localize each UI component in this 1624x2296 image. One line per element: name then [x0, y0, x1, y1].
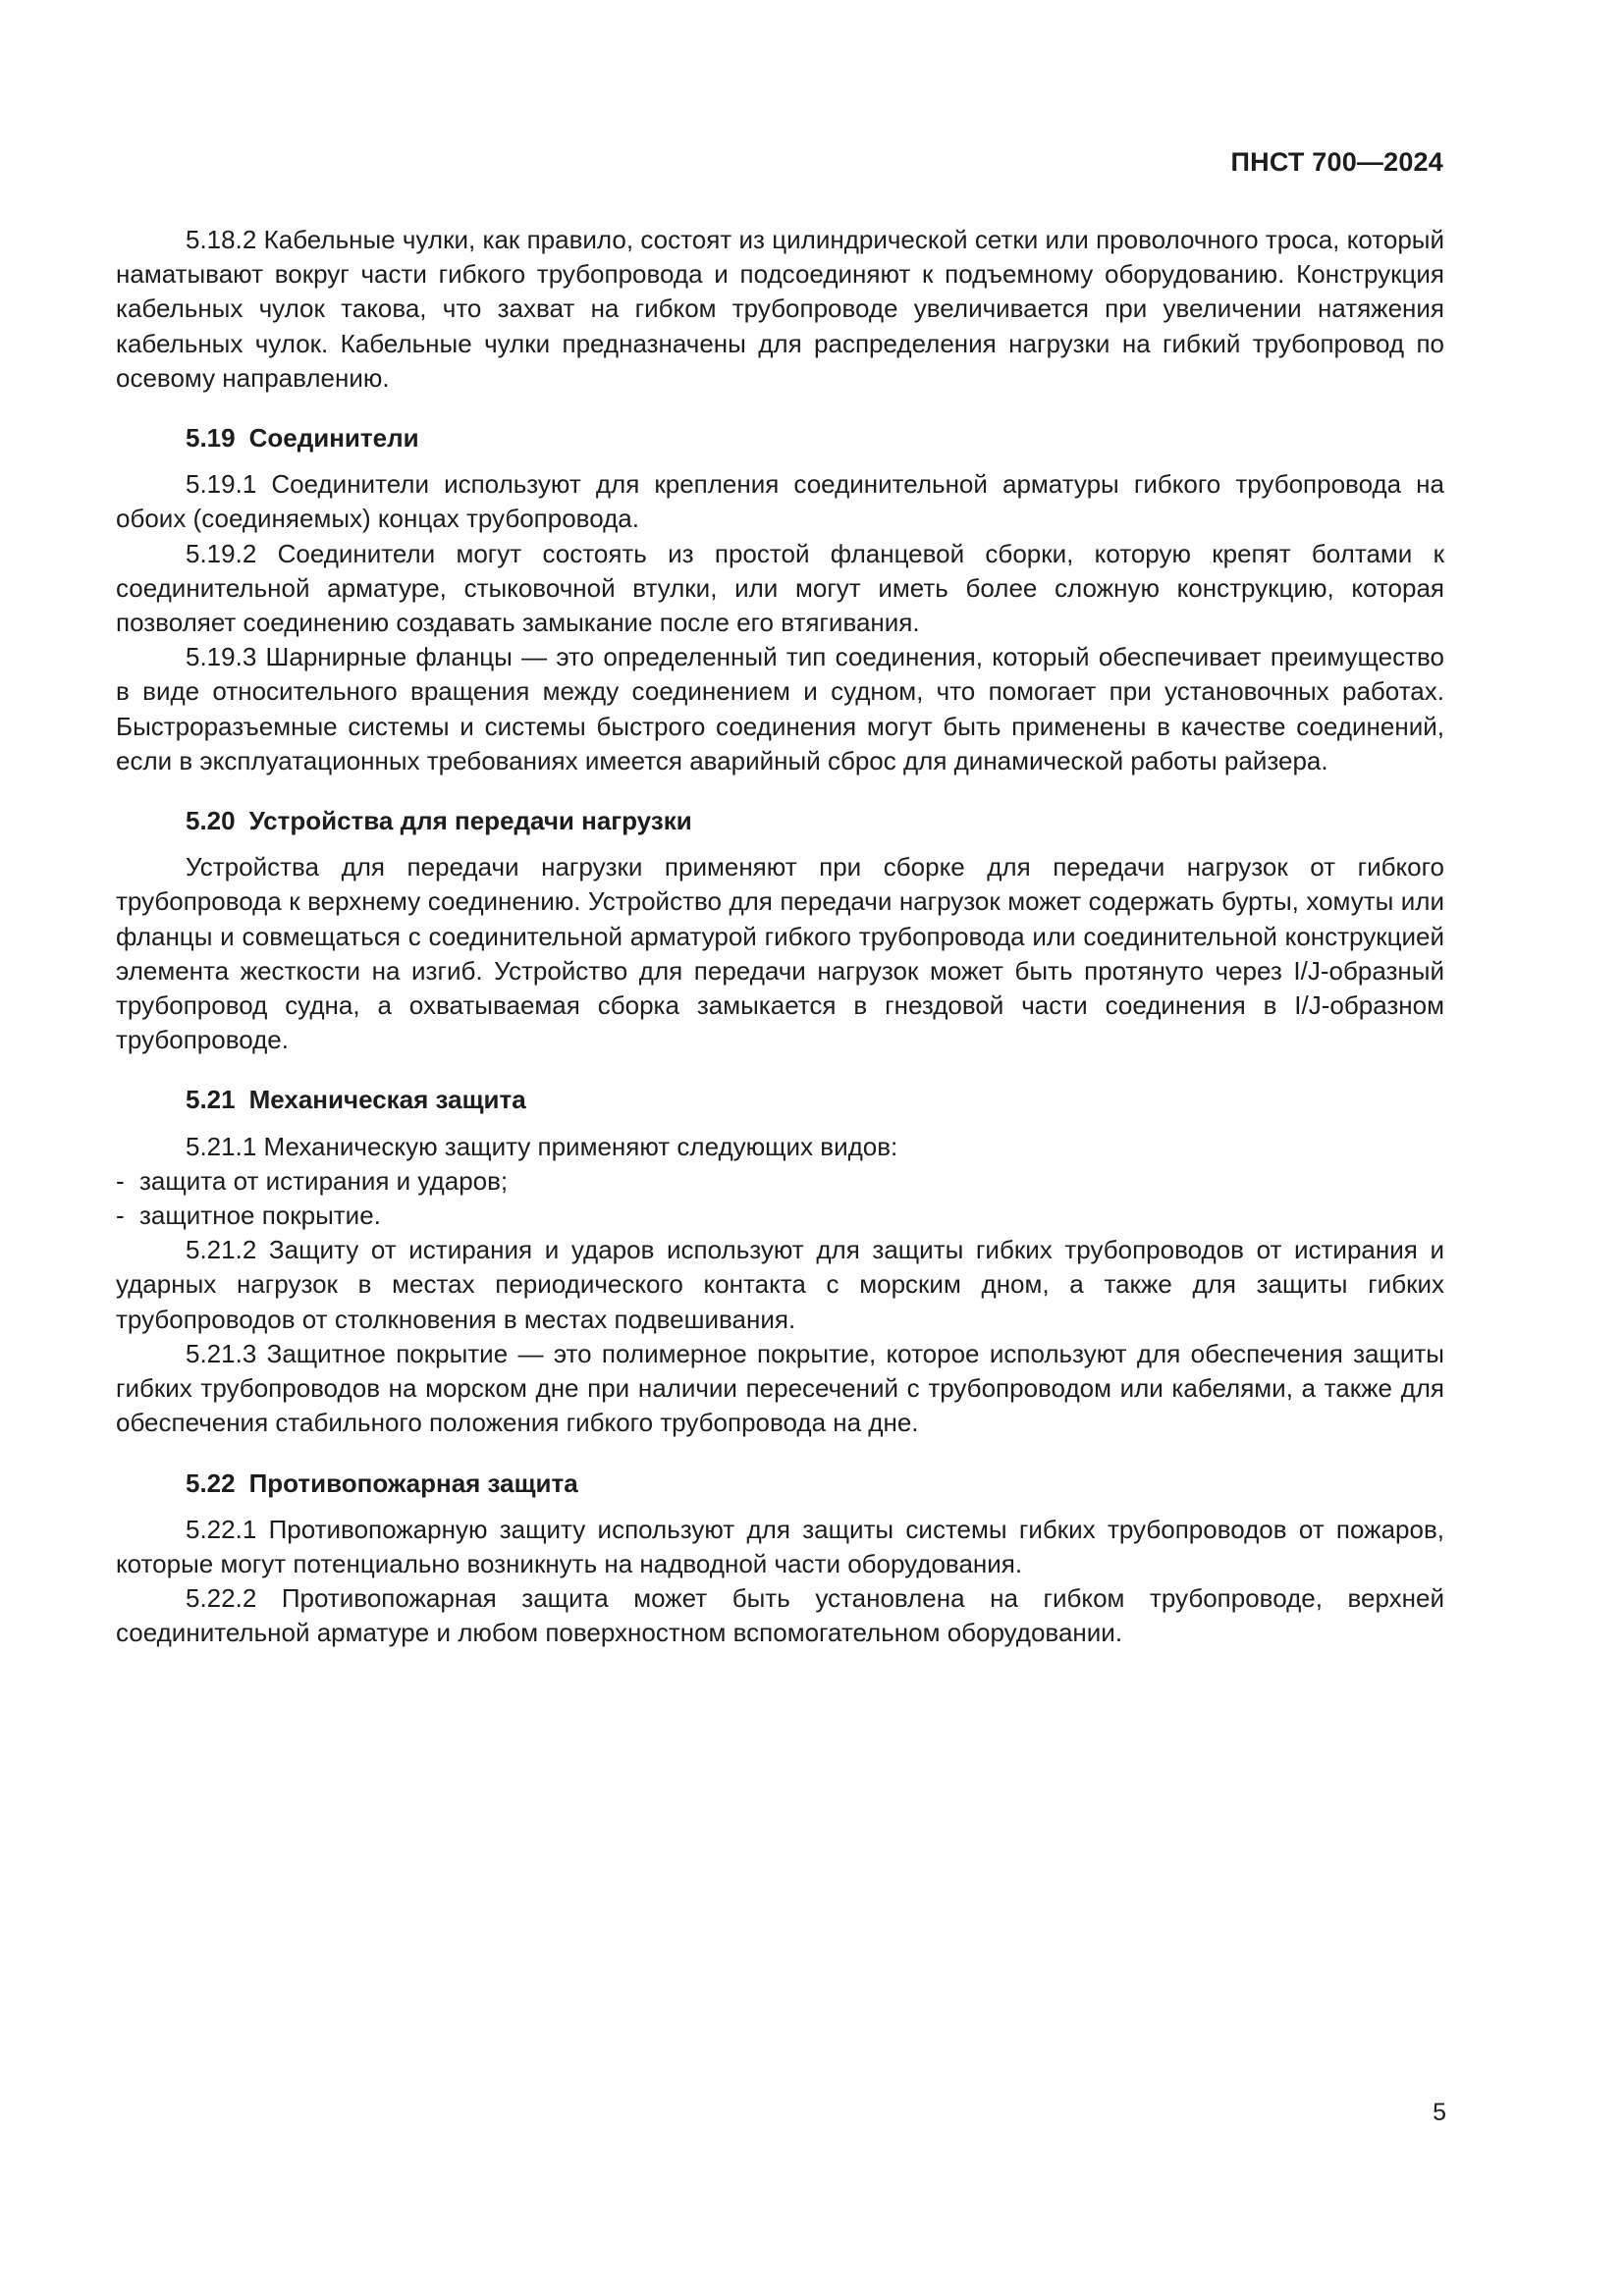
paragraph-5-21-3: 5.21.3 Защитное покрытие — это полимерное покрытие, которое используют для обеспечения защиты гибких трубопроводов на морском дне при наличии пересечений с трубопроводом или кабелями, а также для обеспечения стабильного положения гибкого трубопровода на дне. — [116, 1338, 1444, 1438]
paragraph-5-18-2: 5.18.2 Кабельные чулки, как правило, состоят из цилиндрической сетки или проволочного троса, который наматывают вокруг части гибкого трубопровода и подсоединяют к подъемному оборудованию. Конструкция кабельных чулок такова, что захват на гибком трубопроводе увеличивается при увеличении натяжения кабельных чулок. Кабельные чулки предназначены для распределения нагрузки на гибкий трубопровод по осевому направлению. — [116, 225, 1444, 393]
section-number: 5.20 — [186, 806, 236, 836]
section-number: 5.19 — [186, 423, 236, 454]
page-number: 5 — [1433, 2099, 1446, 2126]
list-dash: - — [116, 1201, 125, 1231]
section-heading-5-20 — [116, 804, 1444, 838]
list-item — [116, 1164, 1444, 1199]
section-title: Соединители — [248, 423, 419, 454]
section-heading-5-22 — [116, 1467, 1444, 1501]
list-item-text: защитное покрытие. — [139, 1201, 381, 1231]
section-title: Устройства для передачи нагрузки — [248, 806, 692, 836]
paragraph-5-20: Устройства для передачи нагрузки применяют при сборке для передачи нагрузок от гибкого трубопровода к верхнему соединению. Устройство для передачи нагрузок может содержать бурты, хомуты или фланцы и совмещаться с соединительной арматурой гибкого трубопровода или соединительной конструкцией элемента жесткости на изгиб. Устройство для передачи нагрузок может быть протянуто через I/J-образный трубопровод судна, а охватываемая сборка замыкается в гнездовой части соединения в I/J-образном трубопроводе. — [116, 852, 1444, 1055]
section-title: Противопожарная защита — [248, 1468, 578, 1498]
list-item-text: защита от истирания и ударов; — [139, 1165, 509, 1196]
document-body — [116, 223, 1444, 1651]
section-heading-5-19 — [116, 421, 1444, 455]
paragraph-5-21-2: 5.21.2 Защиту от истирания и ударов используют для защиты гибких трубопроводов от истирания и ударных нагрузок в местах периодического контакта с морским дном, а также для защиты гибких трубопроводов от столкновения в местах подвешивания. — [116, 1235, 1444, 1334]
paragraph-5-19-3: 5.19.3 Шарнирные фланцы — это определенный тип соединения, который обеспечивает преимущество в виде относительного вращения между соединением и судном, что помогает при установочных работах. Быстроразъемные системы и системы быстрого соединения могут быть применены в качестве соединений, если в эксплуатационных требованиях имеется аварийный сброс для динамической работы райзера. — [116, 642, 1444, 775]
document-code: ПНСТ 700—2024 — [1230, 147, 1443, 177]
paragraph-5-19-1: 5.19.1 Соединители используют для крепления соединительной арматуры гибкого трубопровода на обоих (соединяемых) концах трубопровода. — [116, 469, 1444, 534]
paragraph-5-22-2: 5.22.2 Противопожарная защита может быть установлена на гибком трубопроводе, верхней соединительной арматуре и любом поверхностном вспомогательном оборудовании. — [116, 1583, 1444, 1648]
section-number: 5.21 — [186, 1085, 236, 1115]
list-item — [116, 1199, 1444, 1233]
paragraph-5-19-2: 5.19.2 Соединители могут состоять из простой фланцевой сборки, которую крепят болтами к соединительной арматуре, стыковочной втулки, или могут иметь более сложную конструкцию, которая позволяет соединению создавать замыкание после его втягивания. — [116, 538, 1444, 638]
list-dash: - — [116, 1165, 125, 1196]
section-heading-5-21 — [116, 1083, 1444, 1117]
section-number: 5.22 — [186, 1468, 236, 1498]
paragraph-5-22-1: 5.22.1 Противопожарную защиту используют для защиты системы гибких трубопроводов от пожаров, которые могут потенциально возникнуть на надводной части оборудования. — [116, 1514, 1444, 1578]
section-title: Механическая защита — [248, 1085, 526, 1115]
paragraph-5-21-1: 5.21.1 Механическую защиту применяют следующих видов: — [186, 1131, 898, 1161]
